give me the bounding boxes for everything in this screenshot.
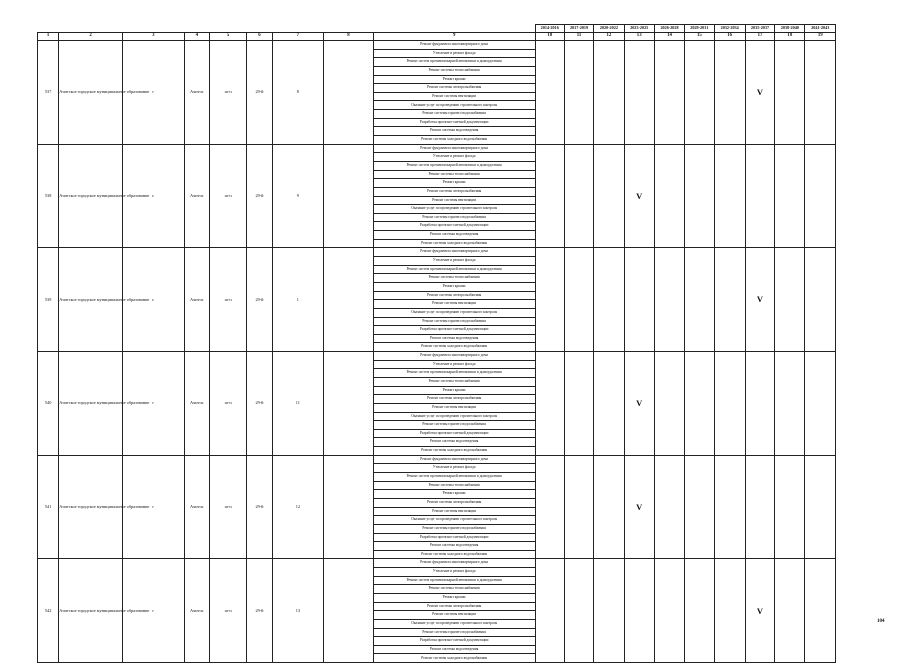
period-cell	[745, 455, 774, 559]
street-type: ш-п	[209, 248, 246, 352]
period-cell	[714, 41, 745, 145]
scheduled-mark: V	[624, 144, 654, 248]
period-cell	[775, 144, 805, 248]
record-number: 537	[38, 41, 59, 145]
period-cell	[685, 144, 714, 248]
empty-cell	[324, 248, 374, 352]
work-type: Ремонт систем противопожарной автоматики и дымоудаления	[373, 161, 535, 170]
table-row	[38, 455, 836, 464]
column-number: 4	[184, 33, 209, 41]
column-number: 12	[594, 33, 624, 41]
work-type: Ремонт системы вентиляции	[373, 196, 535, 205]
column-number: 14	[654, 33, 684, 41]
work-type: Ремонт системы холодного водоснабжения	[373, 550, 535, 559]
work-type: Ремонт фундамента многоквартирного дома	[373, 41, 535, 50]
period-cell	[714, 455, 745, 559]
work-type: Ремонт системы теплоснабжения	[373, 377, 535, 386]
scheduled-mark: V	[745, 559, 774, 663]
settlement-type: г	[122, 559, 184, 663]
work-type: Разработка проектно-сметной документации	[373, 637, 535, 646]
column-number: 10	[535, 33, 564, 41]
period-header: 2029-2031	[685, 25, 714, 33]
work-type: Оказание услуг по проведению строительного контроля	[373, 619, 535, 628]
repair-schedule-table	[37, 24, 836, 663]
period-cell	[805, 41, 836, 145]
period-header: 2038-2040	[775, 25, 805, 33]
period-cell	[594, 352, 624, 456]
period-cell	[535, 248, 564, 352]
municipality-name: Ачитское городское муниципальное образование	[59, 559, 123, 663]
period-cell	[685, 352, 714, 456]
table-row	[38, 248, 836, 257]
work-type: Утепление и ремонт фасада	[373, 49, 535, 58]
period-cell	[564, 352, 593, 456]
column-number: 1	[38, 33, 59, 41]
record-number: 539	[38, 248, 59, 352]
period-cell	[775, 455, 805, 559]
period-cell	[564, 559, 593, 663]
period-cell	[805, 352, 836, 456]
empty-cell	[324, 352, 374, 456]
table-row	[38, 559, 836, 568]
schedule-body	[38, 41, 836, 663]
record-number: 541	[38, 455, 59, 559]
table-row	[38, 144, 836, 153]
settlement-type: г	[122, 352, 184, 456]
settlement-name: Ачитск	[184, 41, 209, 145]
period-cell	[535, 559, 564, 663]
period-cell	[805, 559, 836, 663]
settlement-type: г	[122, 455, 184, 559]
column-number: 16	[714, 33, 745, 41]
work-type: Ремонт системы электроснабжения	[373, 187, 535, 196]
street-type: ш-п	[209, 41, 246, 145]
work-type: Ремонт системы холодного водоснабжения	[373, 447, 535, 456]
street-type: ш-п	[209, 352, 246, 456]
record-number: 540	[38, 352, 59, 456]
column-number: 3	[122, 33, 184, 41]
work-type: Ремонт системы водоотведения	[373, 645, 535, 654]
period-cell	[594, 41, 624, 145]
column-number: 11	[564, 33, 593, 41]
work-type: Ремонт системы горячего водоснабжения	[373, 628, 535, 637]
period-cell	[775, 352, 805, 456]
work-type: Ремонт системы теплоснабжения	[373, 585, 535, 594]
period-header: 2023-2025	[624, 25, 654, 33]
period-header-row	[38, 25, 836, 33]
street-type: ш-п	[209, 144, 246, 248]
work-type: Ремонт системы холодного водоснабжения	[373, 239, 535, 248]
work-type: Ремонт системы теплоснабжения	[373, 170, 535, 179]
record-number: 538	[38, 144, 59, 248]
house-number: 12	[272, 455, 324, 559]
house-number: 13	[272, 559, 324, 663]
period-cell	[564, 248, 593, 352]
work-type: Ремонт системы горячего водоснабжения	[373, 421, 535, 430]
street-type: ш-п	[209, 455, 246, 559]
house-number: 8	[272, 41, 324, 145]
work-type: Разработка проектно-сметной документации	[373, 118, 535, 127]
work-type: Ремонт фундамента многоквартирного дома	[373, 559, 535, 568]
empty-cell	[324, 41, 374, 145]
municipality-name: Ачитское городское муниципальное образование	[59, 41, 123, 145]
period-cell	[714, 144, 745, 248]
work-type: Утепление и ремонт фасада	[373, 464, 535, 473]
period-cell	[535, 455, 564, 559]
work-type: Ремонт крыши	[373, 490, 535, 499]
work-type: Ремонт системы водоотведения	[373, 231, 535, 240]
work-type: Ремонт крыши	[373, 386, 535, 395]
house-number: 9	[272, 144, 324, 248]
work-type: Оказание услуг по проведению строительного контроля	[373, 412, 535, 421]
empty-cell	[324, 455, 374, 559]
settlement-name: Ачитск	[184, 248, 209, 352]
column-number: 17	[745, 33, 774, 41]
period-cell	[564, 144, 593, 248]
period-cell	[685, 41, 714, 145]
period-header: 2014-2016	[535, 25, 564, 33]
column-number: 5	[209, 33, 246, 41]
column-number: 18	[775, 33, 805, 41]
period-cell	[714, 248, 745, 352]
period-cell	[685, 455, 714, 559]
work-type: Ремонт системы вентиляции	[373, 300, 535, 309]
period-cell	[624, 41, 654, 145]
empty-cell	[324, 144, 374, 248]
table-row	[38, 352, 836, 361]
work-type: Ремонт системы вентиляции	[373, 611, 535, 620]
column-number: 15	[685, 33, 714, 41]
period-header: 2035-2037	[745, 25, 774, 33]
settlement-name: Ачитск	[184, 352, 209, 456]
table-row	[38, 41, 836, 50]
work-type: Ремонт крыши	[373, 594, 535, 603]
work-type: Ремонт системы электроснабжения	[373, 602, 535, 611]
period-cell	[685, 248, 714, 352]
settlement-type: г	[122, 41, 184, 145]
work-type: Ремонт систем противопожарной автоматики и дымоудаления	[373, 576, 535, 585]
municipality-name: Ачитское городское муниципальное образование	[59, 352, 123, 456]
work-type: Разработка проектно-сметной документации	[373, 326, 535, 335]
work-type: Оказание услуг по проведению строительного контроля	[373, 516, 535, 525]
period-header: 2020-2022	[594, 25, 624, 33]
street-name: 29-й	[247, 41, 272, 145]
work-type: Ремонт системы водоотведения	[373, 127, 535, 136]
work-type: Утепление и ремонт фасада	[373, 153, 535, 162]
period-cell	[805, 455, 836, 559]
period-header: 2017-2019	[564, 25, 593, 33]
period-cell	[535, 352, 564, 456]
period-cell	[714, 559, 745, 663]
work-type: Ремонт систем противопожарной автоматики и дымоудаления	[373, 265, 535, 274]
work-type: Ремонт системы водоотведения	[373, 438, 535, 447]
column-number: 13	[624, 33, 654, 41]
period-cell	[775, 248, 805, 352]
work-type: Ремонт системы горячего водоснабжения	[373, 524, 535, 533]
column-number: 9	[373, 33, 535, 41]
scheduled-mark: V	[624, 352, 654, 456]
work-type: Ремонт системы горячего водоснабжения	[373, 213, 535, 222]
period-cell	[535, 41, 564, 145]
street-name: 29-й	[247, 352, 272, 456]
work-type: Ремонт системы водоотведения	[373, 542, 535, 551]
scheduled-mark: V	[624, 455, 654, 559]
work-type: Ремонт системы электроснабжения	[373, 498, 535, 507]
period-cell	[654, 559, 684, 663]
work-type: Ремонт фундамента многоквартирного дома	[373, 352, 535, 361]
work-type: Ремонт систем противопожарной автоматики и дымоудаления	[373, 473, 535, 482]
work-type: Ремонт крыши	[373, 75, 535, 84]
work-type: Ремонт систем противопожарной автоматики и дымоудаления	[373, 369, 535, 378]
work-type: Утепление и ремонт фасада	[373, 360, 535, 369]
municipality-name: Ачитское городское муниципальное образование	[59, 248, 123, 352]
period-cell	[624, 248, 654, 352]
period-cell	[805, 248, 836, 352]
house-number: 11	[272, 352, 324, 456]
settlement-name: Ачитск	[184, 144, 209, 248]
column-number: 8	[324, 33, 374, 41]
work-type: Ремонт системы электроснабжения	[373, 291, 535, 300]
municipality-name: Ачитское городское муниципальное образование	[59, 455, 123, 559]
work-type: Ремонт системы вентиляции	[373, 92, 535, 101]
work-type: Ремонт системы теплоснабжения	[373, 66, 535, 75]
period-cell	[654, 455, 684, 559]
period-cell	[564, 41, 593, 145]
column-number: 7	[272, 33, 324, 41]
period-cell	[564, 455, 593, 559]
street-name: 29-й	[247, 248, 272, 352]
work-type: Оказание услуг по проведению строительного контроля	[373, 101, 535, 110]
period-cell	[745, 144, 774, 248]
work-type: Ремонт системы теплоснабжения	[373, 274, 535, 283]
work-type: Утепление и ремонт фасада	[373, 257, 535, 266]
settlement-name: Ачитск	[184, 559, 209, 663]
work-type: Ремонт системы холодного водоснабжения	[373, 343, 535, 352]
column-number-row	[38, 33, 836, 41]
street-name: 29-й	[247, 455, 272, 559]
work-type: Оказание услуг по проведению строительного контроля	[373, 205, 535, 214]
scheduled-mark: V	[745, 248, 774, 352]
work-type: Ремонт системы холодного водоснабжения	[373, 136, 535, 145]
work-type: Ремонт фундамента многоквартирного дома	[373, 144, 535, 153]
work-type: Ремонт фундамента многоквартирного дома	[373, 455, 535, 464]
work-type: Ремонт фундамента многоквартирного дома	[373, 248, 535, 257]
period-cell	[775, 559, 805, 663]
empty-cell	[324, 559, 374, 663]
street-type: ш-п	[209, 559, 246, 663]
work-type: Ремонт системы горячего водоснабжения	[373, 317, 535, 326]
period-cell	[654, 144, 684, 248]
work-type: Ремонт системы электроснабжения	[373, 84, 535, 93]
municipality-name: Ачитское городское муниципальное образование	[59, 144, 123, 248]
period-cell	[594, 455, 624, 559]
period-cell	[654, 352, 684, 456]
column-number: 19	[805, 33, 836, 41]
work-type: Разработка проектно-сметной документации	[373, 533, 535, 542]
period-cell	[594, 248, 624, 352]
period-cell	[624, 559, 654, 663]
work-type: Ремонт системы вентиляции	[373, 403, 535, 412]
settlement-type: г.	[122, 248, 184, 352]
work-type: Ремонт системы водоотведения	[373, 334, 535, 343]
period-cell	[805, 144, 836, 248]
period-cell	[654, 41, 684, 145]
record-number: 542	[38, 559, 59, 663]
period-header: 2041-2043	[805, 25, 836, 33]
work-type: Ремонт системы вентиляции	[373, 507, 535, 516]
period-cell	[714, 352, 745, 456]
street-name: 29-й	[247, 144, 272, 248]
work-type: Ремонт системы холодного водоснабжения	[373, 654, 535, 663]
work-type: Утепление и ремонт фасада	[373, 568, 535, 577]
work-type: Ремонт крыши	[373, 282, 535, 291]
column-number: 6	[247, 33, 272, 41]
work-type: Ремонт системы теплоснабжения	[373, 481, 535, 490]
page-number: 104	[877, 619, 885, 624]
period-cell	[594, 144, 624, 248]
work-type: Ремонт крыши	[373, 179, 535, 188]
work-type: Оказание услуг по проведению строительного контроля	[373, 308, 535, 317]
work-type: Разработка проектно-сметной документации	[373, 429, 535, 438]
period-cell	[685, 559, 714, 663]
work-type: Ремонт систем противопожарной автоматики и дымоудаления	[373, 58, 535, 67]
work-type: Ремонт системы горячего водоснабжения	[373, 110, 535, 119]
work-type: Разработка проектно-сметной документации	[373, 222, 535, 231]
work-type: Ремонт системы электроснабжения	[373, 395, 535, 404]
period-header: 2032-2034	[714, 25, 745, 33]
house-number: 1	[272, 248, 324, 352]
period-cell	[775, 41, 805, 145]
period-cell	[654, 248, 684, 352]
settlement-type: г.	[122, 144, 184, 248]
column-number: 2	[59, 33, 123, 41]
period-cell	[535, 144, 564, 248]
settlement-name: Ачитск	[184, 455, 209, 559]
period-header: 2026-2028	[654, 25, 684, 33]
scheduled-mark: V	[745, 41, 774, 145]
period-cell	[594, 559, 624, 663]
period-cell	[745, 352, 774, 456]
street-name: 29-й	[247, 559, 272, 663]
